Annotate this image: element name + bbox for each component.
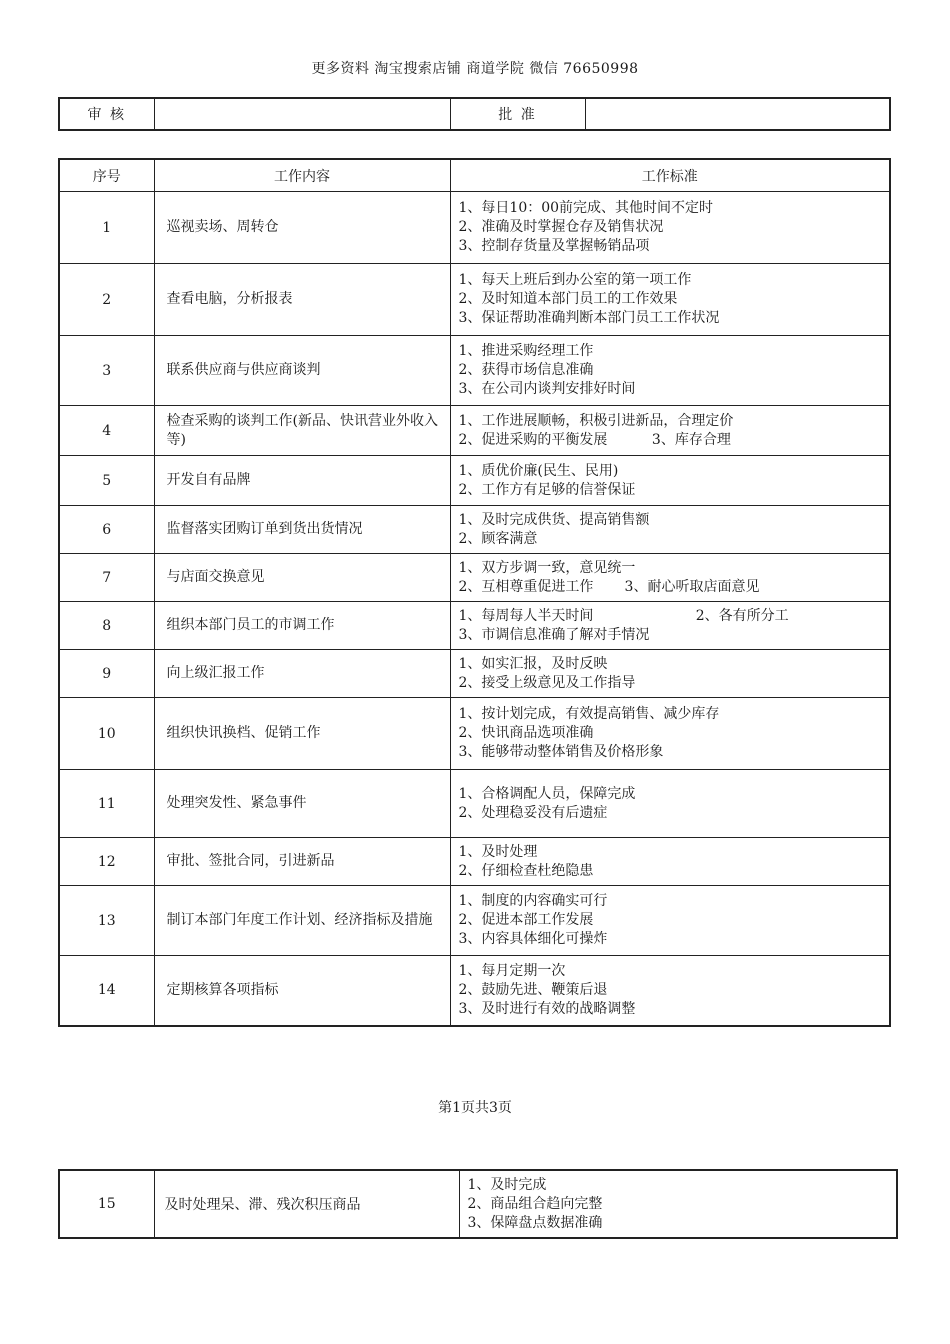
standard-line: 1、及时处理	[458, 843, 538, 860]
row-number: 5	[59, 456, 154, 506]
table-row	[59, 456, 890, 506]
standard-line: 2、获得市场信息准确	[458, 362, 594, 378]
table-row	[59, 264, 890, 336]
row-standards	[450, 698, 890, 770]
standard-line: 2、仔细检查杜绝隐患	[458, 862, 594, 879]
review-value	[154, 98, 450, 130]
row-number: 6	[59, 506, 154, 554]
review-label: 审 核	[59, 98, 154, 130]
standard-line: 1、合格调配人员，保障完成	[458, 785, 636, 802]
row-content: 与店面交换意见	[154, 554, 450, 602]
row-standards	[450, 264, 890, 336]
standard-line: 2、快讯商品选项准确	[458, 725, 594, 741]
row-content: 处理突发性、紧急事件	[154, 770, 450, 838]
row-content: 制订本部门年度工作计划、经济指标及措施	[154, 886, 450, 956]
table-row	[59, 650, 890, 698]
table-row	[59, 602, 890, 650]
standard-line: 1、质优价廉(民生、民用)	[458, 462, 619, 479]
standard-line: 3、在公司内谈判安排好时间	[458, 381, 636, 397]
standard-line: 2、互相尊重促进工作 3、耐心听取店面意见	[458, 578, 760, 595]
row-number: 9	[59, 650, 154, 698]
row-number: 7	[59, 554, 154, 602]
table-row	[59, 698, 890, 770]
row-content: 组织本部门员工的市调工作	[154, 602, 450, 650]
row-standards	[450, 192, 890, 264]
table-row	[59, 1170, 897, 1238]
row-standards	[450, 838, 890, 886]
standard-line: 1、按计划完成，有效提高销售、减少库存	[458, 706, 720, 722]
standard-line: 3、控制存货量及掌握畅销品项	[458, 238, 650, 254]
row-standards	[450, 956, 890, 1026]
table-row	[59, 336, 890, 406]
table-row	[59, 956, 890, 1026]
row-content: 巡视卖场、周转仓	[154, 192, 450, 264]
row-number: 14	[59, 956, 154, 1026]
approve-label: 批 准	[450, 98, 585, 130]
table-row	[59, 838, 890, 886]
standard-line: 3、市调信息准确了解对手情况	[458, 626, 650, 643]
table-row	[59, 506, 890, 554]
standard-line: 1、双方步调一致，意见统一	[458, 559, 636, 576]
row-standards	[450, 456, 890, 506]
column-header-no: 序号	[59, 159, 154, 192]
row-number: 1	[59, 192, 154, 264]
standard-line: 3、内容具体细化可操炸	[458, 931, 608, 947]
row-number: 13	[59, 886, 154, 956]
continuation-table	[58, 1169, 898, 1239]
column-header-content: 工作内容	[154, 159, 450, 192]
standard-line: 2、顾客满意	[458, 530, 538, 547]
standard-line: 3、及时进行有效的战略调整	[458, 1000, 636, 1017]
row-standards	[450, 336, 890, 406]
page-number: 第1页共3页	[438, 1100, 512, 1116]
row-standards	[450, 602, 890, 650]
row-number: 3	[59, 336, 154, 406]
standard-line: 1、每周每人半天时间 2、各有所分工	[458, 607, 789, 624]
standard-line: 1、每天上班后到办公室的第一项工作	[458, 272, 692, 288]
row-standards	[450, 506, 890, 554]
row-standards	[450, 770, 890, 838]
table-row	[59, 406, 890, 456]
table-row	[59, 886, 890, 956]
standard-line: 1、制度的内容确实可行	[458, 893, 608, 909]
row-content: 监督落实团购订单到货出货情况	[154, 506, 450, 554]
table-header-row	[59, 159, 890, 192]
standard-line: 1、每日10：00前完成、其他时间不定时	[458, 200, 714, 216]
work-standards-table	[58, 158, 891, 1027]
row-number: 11	[59, 770, 154, 838]
standard-line: 2、处理稳妥没有后遗症	[458, 804, 608, 821]
row-content: 开发自有品牌	[154, 456, 450, 506]
standard-line: 2、接受上级意见及工作指导	[458, 674, 636, 691]
row-content: 查看电脑，分析报表	[154, 264, 450, 336]
row-standards	[459, 1170, 897, 1238]
row-number: 8	[59, 602, 154, 650]
row-number: 2	[59, 264, 154, 336]
row-content: 定期核算各项指标	[154, 956, 450, 1026]
standard-line: 1、每月定期一次	[458, 962, 566, 979]
standard-line: 2、及时知道本部门员工的工作效果	[458, 291, 678, 307]
row-content: 审批、签批合同，引进新品	[154, 838, 450, 886]
standard-line: 2、鼓励先进、鞭策后退	[458, 981, 608, 998]
row-number: 15	[59, 1170, 154, 1238]
table-row	[59, 554, 890, 602]
column-header-standard: 工作标准	[450, 159, 890, 192]
row-content: 及时处理呆、滞、残次积压商品	[154, 1170, 459, 1238]
table-row	[59, 192, 890, 264]
table-row	[59, 770, 890, 838]
standard-line: 2、商品组合趋向完整	[467, 1195, 603, 1212]
row-standards	[450, 406, 890, 456]
row-standards	[450, 650, 890, 698]
row-number: 4	[59, 406, 154, 456]
standard-line: 3、能够带动整体销售及价格形象	[458, 744, 664, 760]
standard-line: 3、保证帮助准确判断本部门员工工作状况	[458, 310, 720, 326]
standard-line: 2、工作方有足够的信誉保证	[458, 481, 636, 498]
document-header: 更多资料 淘宝搜索店铺 商道学院 微信 76650998	[311, 61, 639, 77]
row-number: 10	[59, 698, 154, 770]
approve-value	[585, 98, 890, 130]
row-content: 组织快讯换档、促销工作	[154, 698, 450, 770]
standard-line: 2、准确及时掌握仓存及销售状况	[458, 219, 664, 235]
standard-line: 3、保障盘点数据准确	[467, 1214, 603, 1231]
row-number: 12	[59, 838, 154, 886]
row-content: 向上级汇报工作	[154, 650, 450, 698]
row-content: 联系供应商与供应商谈判	[154, 336, 450, 406]
standard-line: 1、及时完成供货、提高销售额	[458, 511, 650, 528]
standard-line: 2、促进采购的平衡发展 3、库存合理	[458, 431, 731, 448]
approval-table	[58, 97, 891, 131]
standard-line: 1、工作进展顺畅，积极引进新品，合理定价	[458, 412, 734, 429]
standard-line: 1、及时完成	[467, 1176, 547, 1193]
standard-line: 2、促进本部工作发展	[458, 912, 594, 928]
standard-line: 1、如实汇报，及时反映	[458, 655, 608, 672]
row-standards	[450, 554, 890, 602]
standard-line: 1、推进采购经理工作	[458, 343, 594, 359]
row-content: 检查采购的谈判工作(新品、快讯营业外收入等)	[154, 406, 450, 456]
row-standards	[450, 886, 890, 956]
